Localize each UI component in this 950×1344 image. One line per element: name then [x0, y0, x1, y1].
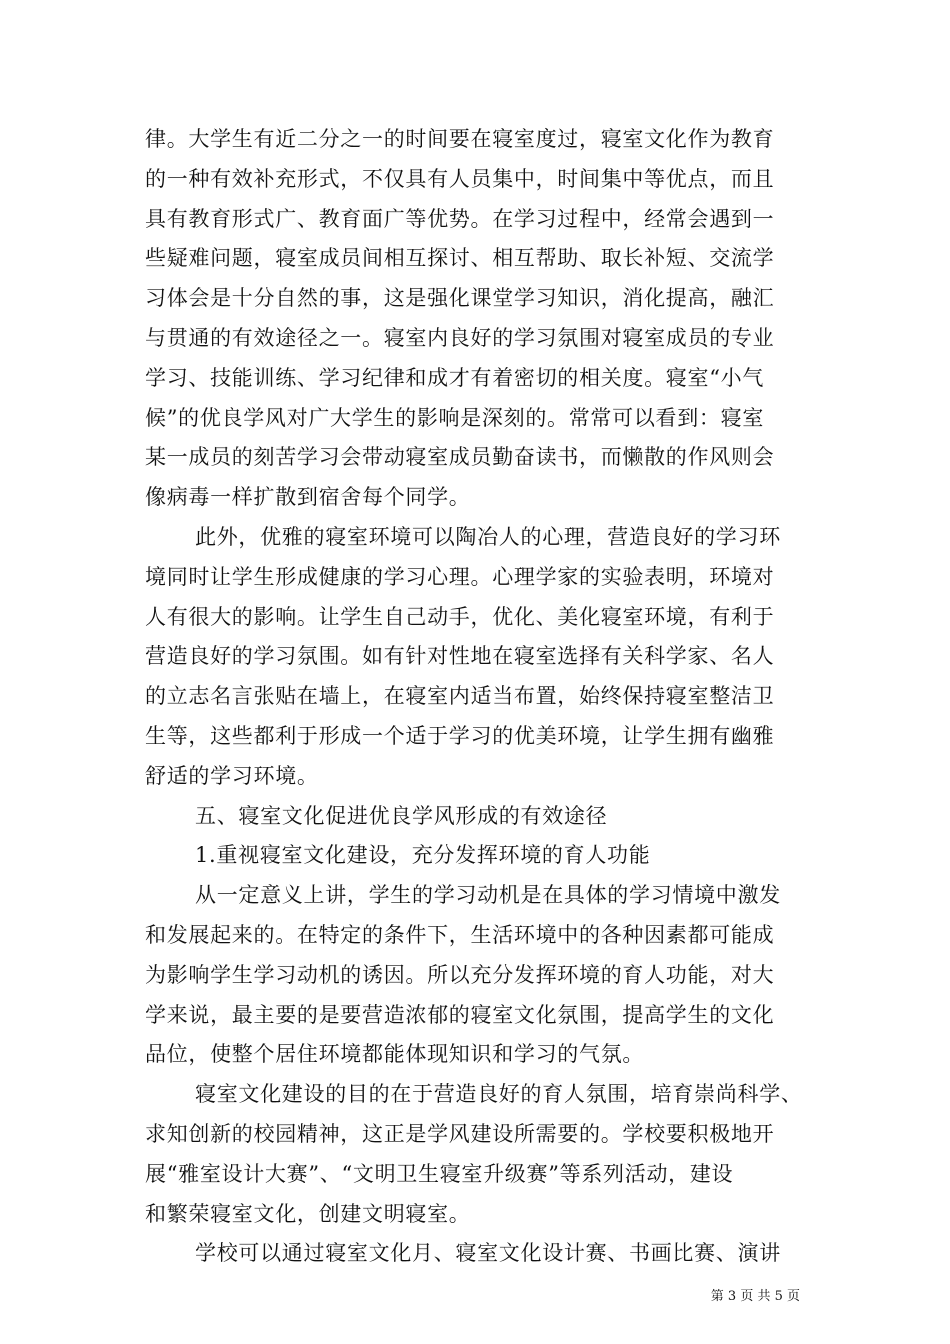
text-line: 展“雅室设计大赛”、“文明卫生寝室升级赛”等系列活动，建设 [145, 1161, 734, 1186]
text-line: 和发展起来的。在特定的条件下，生活环境中的各种因素都可能成 [145, 922, 775, 947]
text-line: 从一定意义上讲，学生的学习动机是在具体的学习情境中激发 [195, 883, 781, 908]
text-line: 学校可以通过寝室文化月、寝室文化设计赛、书画比赛、演讲 [195, 1241, 781, 1266]
text-line: 候”的优良学风对广大学生的影响是深刻的。常常可以看到：寝室 [145, 405, 765, 430]
text-line: 具有教育形式广、教育面广等优势。在学习过程中，经常会遇到一 [145, 206, 775, 231]
text-line: 律。大学生有近二分之一的时间要在寝室度过，寝室文化作为教育 [145, 127, 775, 151]
text-line: 五、寝室文化促进优良学风形成的有效途径 [195, 803, 608, 828]
text-line: 的立志名言张贴在墙上，在寝室内适当布置，始终保持寝室整洁卫 [145, 684, 775, 709]
text-line: 寝室文化建设的目的在于营造良好的育人氛围，培育崇尚科学、 [195, 1082, 803, 1107]
page-number: 第 3 页 共 5 页 [710, 1289, 800, 1304]
text-line: 为影响学生学习动机的诱因。所以充分发挥环境的育人功能，对大 [145, 962, 775, 987]
text-line: 求知创新的校园精神，这正是学风建设所需要的。学校要积极地开 [145, 1121, 775, 1146]
text-line: 某一成员的刻苦学习会带动寝室成员勤奋读书，而懒散的作风则会 [145, 445, 775, 470]
text-line: 品位，使整个居住环境都能体现知识和学习的气氛。 [145, 1042, 645, 1067]
text-line: 像病毒一样扩散到宿舍每个同学。 [145, 485, 471, 510]
text-line: 和繁荣寝室文化，创建文明寝室。 [145, 1201, 471, 1226]
text-line: 此外，优雅的寝室环境可以陶冶人的心理，营造良好的学习环 [195, 524, 781, 549]
text-line: 学来说，最主要的是要营造浓郁的寝室文化氛围，提高学生的文化 [145, 1002, 775, 1027]
text-line: 境同时让学生形成健康的学习心理。心理学家的实验表明，环境对 [145, 564, 775, 589]
text-line: 生等，这些都利于形成一个适于学习的优美环境，让学生拥有幽雅 [145, 723, 775, 748]
text-line: 1.重视寝室文化建设，充分发挥环境的育人功能 [195, 843, 651, 868]
text-line: 人有很大的影响。让学生自己动手，优化、美化寝室环境，有利于 [145, 604, 775, 629]
text-line: 与贯通的有效途径之一。寝室内良好的学习氛围对寝室成员的专业 [145, 325, 775, 350]
text-line: 营造良好的学习氛围。如有针对性地在寝室选择有关科学家、名人 [145, 644, 775, 669]
document-body [145, 120, 810, 1274]
text-line: 些疑难问题，寝室成员间相互探讨、相互帮助、取长补短、交流学 [145, 246, 775, 271]
text-line: 的一种有效补充形式，不仅具有人员集中，时间集中等优点，而且 [145, 166, 775, 191]
text-line: 习体会是十分自然的事，这是强化课堂学习知识，消化提高，融汇 [145, 286, 775, 311]
text-line: 学习、技能训练、学习纪律和成才有着密切的相关度。寝室“小气 [145, 365, 765, 390]
text-line: 舒适的学习环境。 [145, 763, 319, 788]
